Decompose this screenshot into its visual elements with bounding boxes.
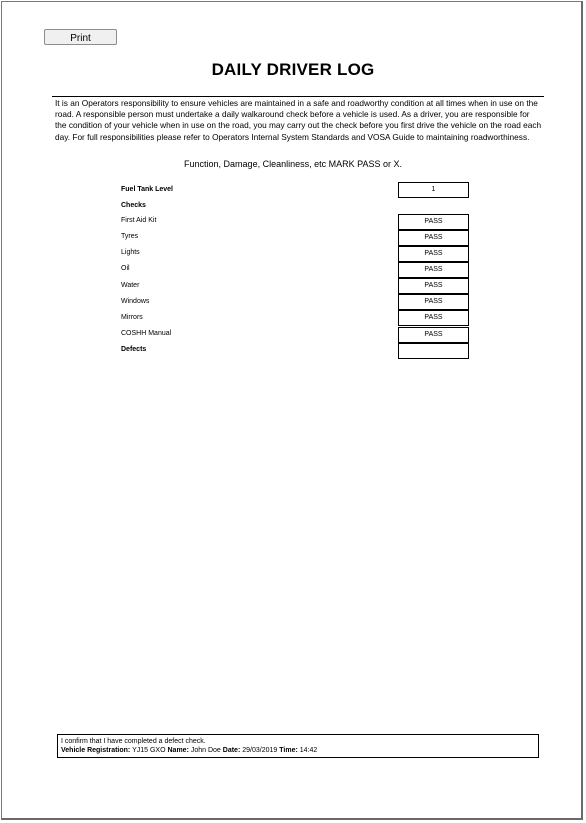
check-field-tyres[interactable]: PASS [398,230,469,246]
defects-label: Defects [121,346,147,353]
confirmation-details [61,746,535,755]
check-field-water[interactable]: PASS [398,278,469,294]
vehicle-registration-label: Vehicle Registration: [61,747,131,754]
check-label-water: Water [121,282,140,289]
fuel-tank-field[interactable]: 1 [398,182,469,198]
fuel-tank-label: Fuel Tank Level [121,186,173,193]
check-field-mirrors[interactable]: PASS [398,310,469,326]
intro-paragraph: It is an Operators responsibility to ensure vehicles are maintained in a safe and roadworthy condition at all times when in use on the road. A responsible person must undertake a daily walkaround check before a vehicle is used. As a driver, you are responsible for the condition of your vehicle when in use on the road, you may carry out the check before you first drive the vehicle on the road each day. For full responsibilities please refer to Operators Internal System Standards and VOSA Guide to maintaining roadworthiness. [55,98,542,142]
check-label-first-aid-kit: First Aid Kit [121,217,157,224]
driver-name-value: John Doe [190,747,221,754]
date-label: Date: [222,747,241,754]
check-field-first-aid-kit[interactable]: PASS [398,214,469,230]
defects-field[interactable] [398,343,469,359]
check-label-windows: Windows [121,298,150,305]
print-button[interactable]: Print [44,29,117,45]
check-field-coshh-manual[interactable]: PASS [398,327,469,343]
instruction-text: Function, Damage, Cleanliness, etc MARK PASS or X. [184,159,402,169]
check-label-oil: Oil [121,265,130,272]
check-field-windows[interactable]: PASS [398,294,469,310]
title-divider [52,96,544,97]
time-value: 14:42 [299,747,318,754]
vehicle-registration-value: YJ15 GXO [132,747,166,754]
check-label-mirrors: Mirrors [121,314,143,321]
checks-heading: Checks [121,202,146,209]
page-title: DAILY DRIVER LOG [211,60,375,79]
check-label-lights: Lights [121,249,140,256]
time-label: Time: [279,747,298,754]
check-label-tyres: Tyres [121,233,139,240]
confirmation-box [57,734,539,758]
check-field-oil[interactable]: PASS [398,262,469,278]
confirmation-statement: I confirm that I have completed a defect check. [61,738,206,745]
date-value: 29/03/2019 [242,747,278,754]
driver-name-label: Name: [167,747,189,754]
check-field-lights[interactable]: PASS [398,246,469,262]
check-label-coshh-manual: COSHH Manual [121,330,172,337]
